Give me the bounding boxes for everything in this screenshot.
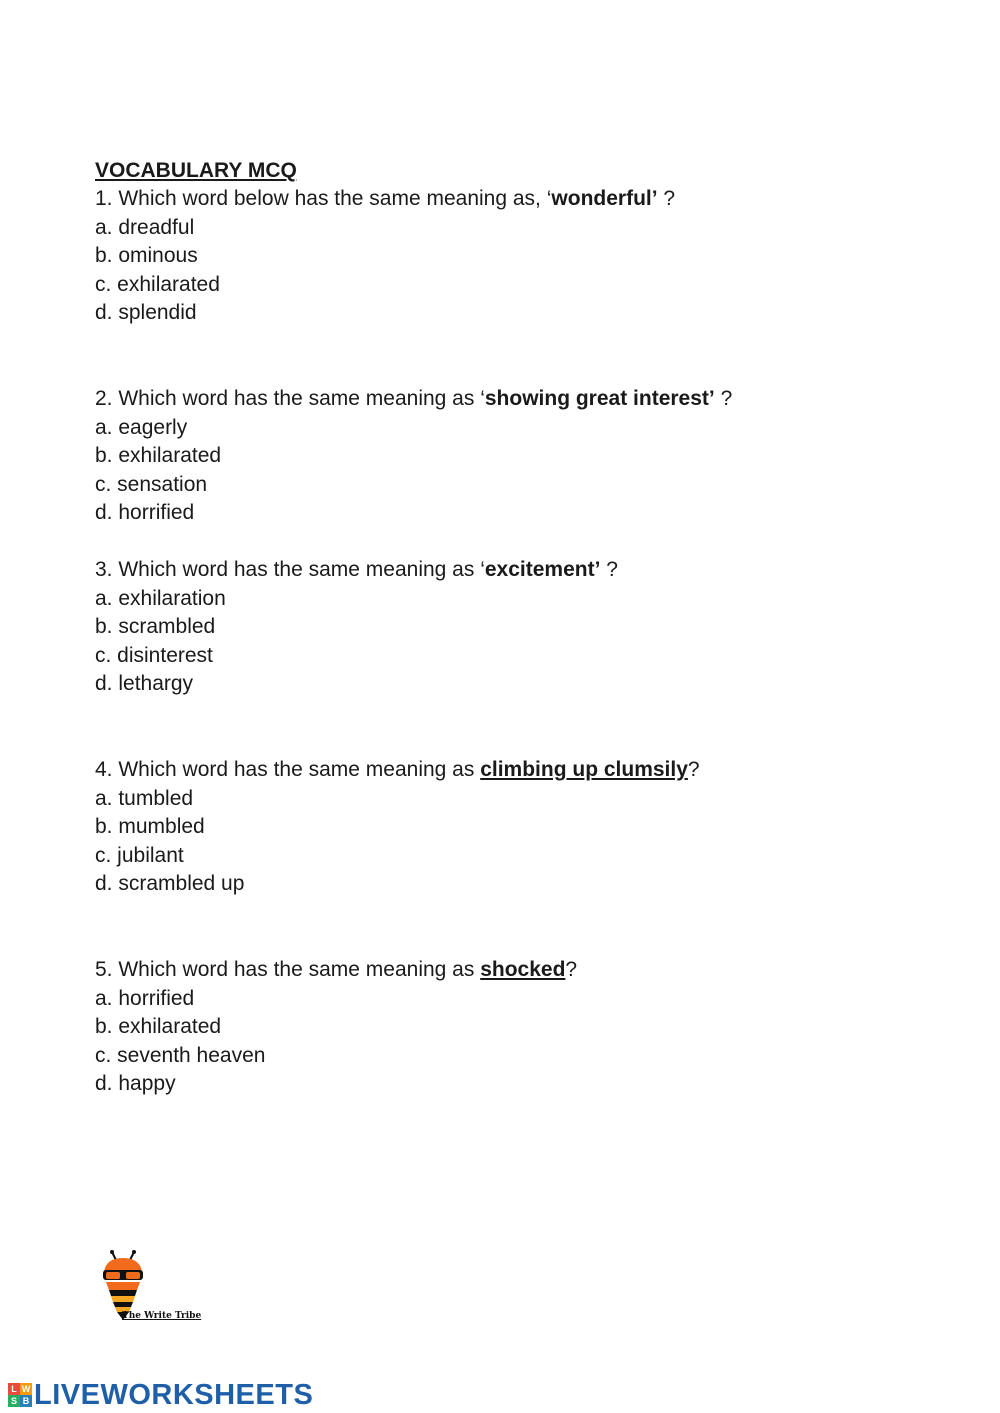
question-2-text: 2. Which word has the same meaning as ‘showing great interest’ ? bbox=[95, 387, 733, 410]
question-2 bbox=[95, 385, 732, 528]
option-3a[interactable]: a. exhilaration bbox=[95, 586, 226, 610]
option-1a[interactable]: a. dreadful bbox=[95, 215, 195, 239]
option-3b[interactable]: b. scrambled bbox=[95, 615, 216, 639]
option-2a[interactable]: a. eagerly bbox=[95, 415, 188, 439]
question-1-keyword: wonderful’ bbox=[551, 187, 658, 210]
option-1b[interactable]: b. ominous bbox=[95, 244, 198, 268]
worksheet bbox=[95, 157, 915, 1096]
question-3-keyword: excitement’ bbox=[484, 558, 601, 581]
question-5-text: 5. Which word has the same meaning as shocked? bbox=[95, 958, 578, 981]
liveworksheets-badge-icon: L W S B bbox=[8, 1383, 32, 1407]
option-2b[interactable]: b. exhilarated bbox=[95, 444, 222, 468]
option-3d[interactable]: d. lethargy bbox=[95, 672, 194, 696]
liveworksheets-footer[interactable] bbox=[8, 1378, 313, 1412]
option-2c[interactable]: c. sensation bbox=[95, 472, 208, 496]
option-3c[interactable]: c. disinterest bbox=[95, 643, 213, 667]
logo-caption: The Write Tribe bbox=[122, 1311, 202, 1321]
option-1d[interactable]: d. splendid bbox=[95, 301, 197, 325]
question-5 bbox=[95, 956, 577, 1099]
option-2d[interactable]: d. horrified bbox=[95, 501, 195, 525]
liveworksheets-brand[interactable]: LIVEWORKSHEETS bbox=[34, 1378, 314, 1411]
option-5b[interactable]: b. exhilarated bbox=[95, 1015, 222, 1039]
question-3-text: 3. Which word has the same meaning as ‘excitement’ ? bbox=[95, 558, 618, 581]
question-1-text: 1. Which word below has the same meaning as, ‘wonderful’ ? bbox=[95, 187, 676, 210]
option-4a[interactable]: a. tumbled bbox=[95, 786, 194, 810]
question-4 bbox=[95, 756, 700, 899]
option-5d[interactable]: d. happy bbox=[95, 1072, 176, 1096]
option-5c[interactable]: c. seventh heaven bbox=[95, 1043, 266, 1067]
option-4b[interactable]: b. mumbled bbox=[95, 815, 205, 839]
option-5a[interactable]: a. horrified bbox=[95, 986, 195, 1010]
question-1 bbox=[95, 185, 675, 328]
option-4c[interactable]: c. jubilant bbox=[95, 843, 184, 867]
worksheet-title: VOCABULARY MCQ bbox=[95, 159, 297, 182]
question-5-keyword: shocked bbox=[480, 958, 566, 981]
option-4d[interactable]: d. scrambled up bbox=[95, 872, 245, 896]
question-4-keyword: climbing up clumsily bbox=[480, 758, 688, 781]
option-1c[interactable]: c. exhilarated bbox=[95, 272, 220, 296]
question-4-text: 4. Which word has the same meaning as climbing up clumsily? bbox=[95, 758, 700, 781]
question-3 bbox=[95, 556, 618, 699]
question-2-keyword: showing great interest’ bbox=[484, 387, 715, 410]
